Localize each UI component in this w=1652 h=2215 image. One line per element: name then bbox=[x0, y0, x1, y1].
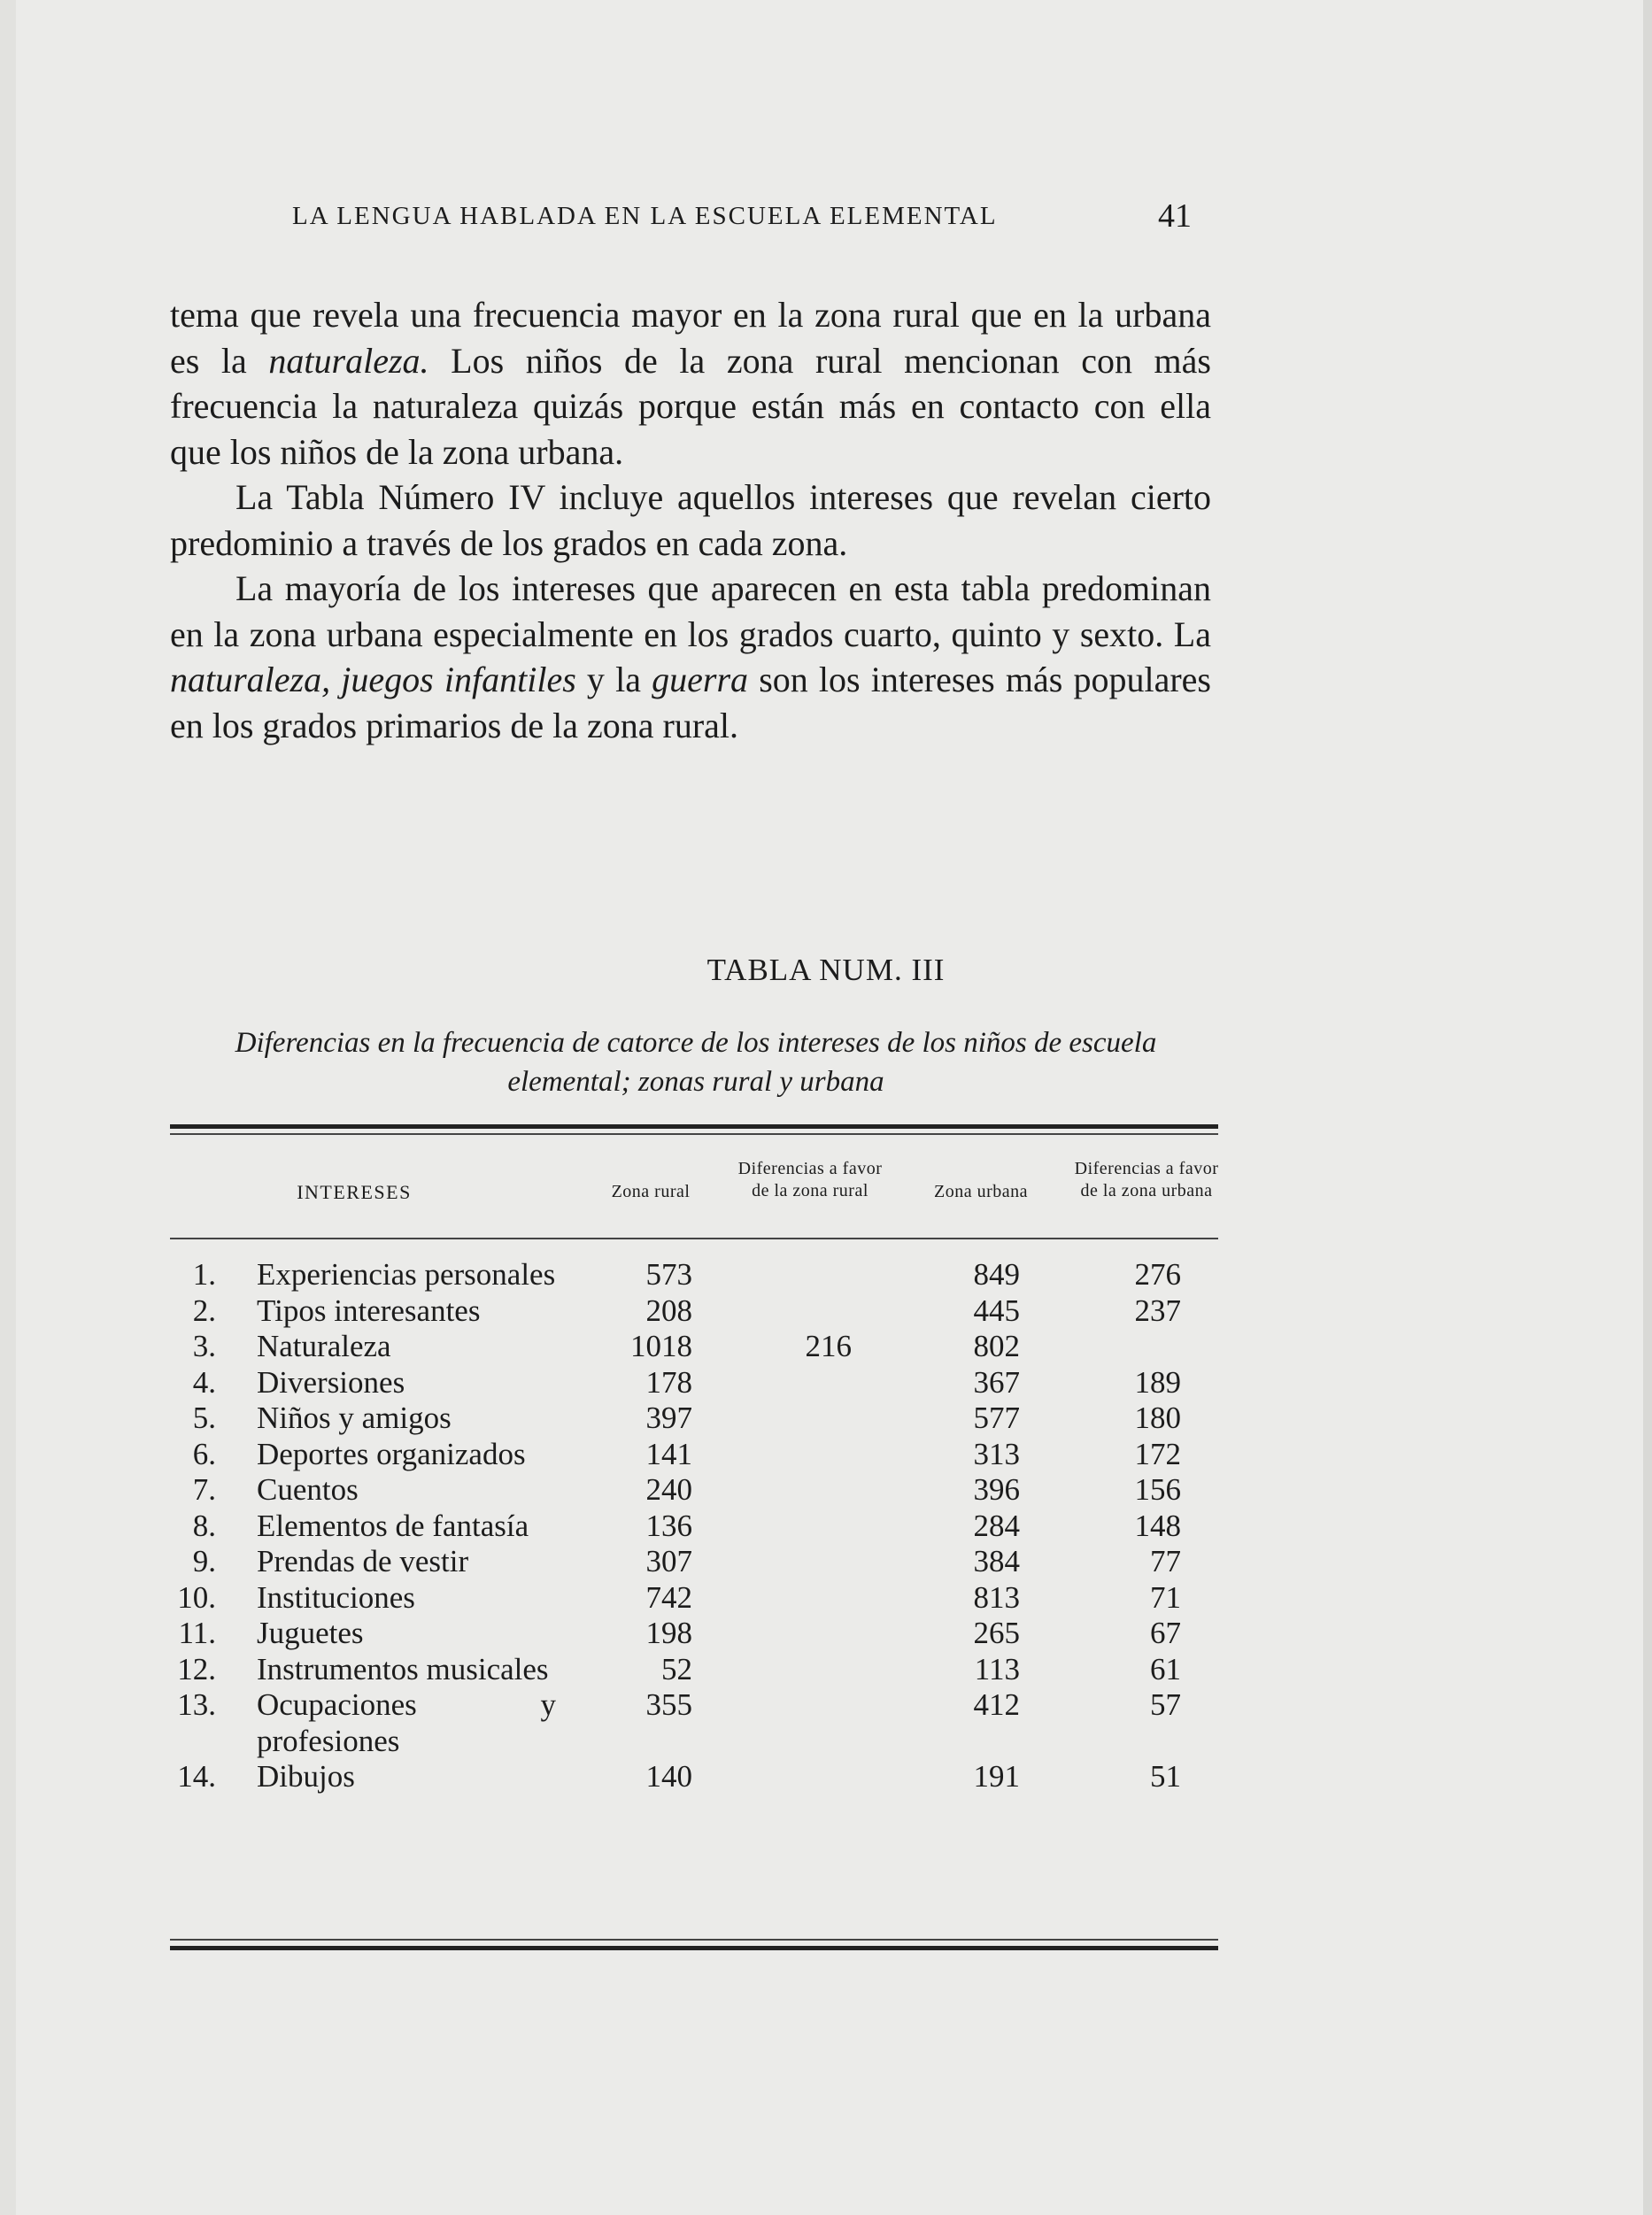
row-number: 9. bbox=[192, 1544, 216, 1578]
table-caption: Diferencias en la frecuencia de catorce de los intereses de los niños de escuela elemental; zonas rural y urbana bbox=[235, 1027, 1157, 1098]
cell-zona-urbana: 813 bbox=[973, 1579, 1020, 1615]
table-row bbox=[0, 1472, 1652, 1509]
cell-diferencia-urbana: 180 bbox=[1134, 1401, 1181, 1435]
paragraph bbox=[170, 566, 1211, 748]
cell-zona-urbana: 849 bbox=[973, 1257, 1020, 1292]
header-diferencias-rural: Diferencias a favor de la zona rural bbox=[737, 1159, 883, 1200]
header-diferencias-urbana: Diferencias a favor de la zona urbana bbox=[1074, 1159, 1219, 1200]
cell-interes: Prendas de vestir bbox=[257, 1544, 469, 1578]
row-number: 10. bbox=[177, 1579, 216, 1615]
body-text bbox=[170, 292, 1211, 748]
table-top-rule-thin bbox=[170, 1133, 1218, 1135]
cell-diferencia-urbana: 57 bbox=[1150, 1687, 1181, 1722]
text-run: tema que revela una frecuencia mayor en la zona rural que en la urbana es la bbox=[170, 295, 1211, 381]
page-number: 41 bbox=[1158, 197, 1192, 235]
cell-interes: Instituciones bbox=[257, 1579, 415, 1615]
cell-zona-rural: 397 bbox=[645, 1401, 692, 1435]
table-row bbox=[0, 1652, 1652, 1688]
cell-interes: Niños y amigos bbox=[257, 1401, 452, 1435]
table-body bbox=[0, 1257, 1652, 1795]
cell-zona-rural: 198 bbox=[645, 1616, 692, 1650]
cell-diferencia-rural: 216 bbox=[805, 1329, 852, 1363]
cell-interes: Deportes organizados bbox=[257, 1436, 526, 1471]
text-run: Los niños de la zona rural mencionan con más frecuencia la naturaleza quizás porque están más en contacto con ella que los niños de la zona urbana. bbox=[170, 340, 1211, 472]
cell-zona-urbana: 191 bbox=[973, 1759, 1020, 1794]
text-run: son los intereses más populares en los grados primarios de la zona rural. bbox=[170, 660, 1211, 745]
cell-diferencia-urbana: 172 bbox=[1134, 1436, 1181, 1471]
cell-interes: Ocupaciones y profesiones bbox=[257, 1687, 556, 1758]
row-number: 4. bbox=[192, 1364, 216, 1400]
cell-interes: Juguetes bbox=[257, 1616, 364, 1650]
italic-term: guerra bbox=[652, 660, 749, 699]
page-edge bbox=[0, 0, 16, 2215]
table-row bbox=[0, 1687, 1652, 1759]
cell-interes: Diversiones bbox=[257, 1364, 405, 1400]
table-title: TABLA NUM. III bbox=[706, 953, 946, 987]
cell-diferencia-urbana: 156 bbox=[1134, 1472, 1181, 1507]
text-run: La mayoría de los intereses que aparecen en esta tabla predominan en la zona urbana especialmente en los grados cuarto, quinto y sexto. La bbox=[170, 568, 1211, 654]
row-number: 3. bbox=[192, 1329, 216, 1363]
row-number: 11. bbox=[178, 1616, 216, 1650]
cell-zona-urbana: 412 bbox=[973, 1687, 1020, 1722]
cell-interes: Experiencias personales bbox=[257, 1257, 556, 1292]
cell-zona-urbana: 265 bbox=[973, 1616, 1020, 1650]
cell-zona-rural: 178 bbox=[645, 1364, 692, 1400]
row-number: 2. bbox=[192, 1293, 216, 1328]
row-number: 5. bbox=[192, 1401, 216, 1435]
cell-diferencia-urbana: 276 bbox=[1134, 1257, 1181, 1292]
row-number: 7. bbox=[192, 1472, 216, 1507]
cell-interes: Cuentos bbox=[257, 1472, 359, 1507]
cell-zona-rural: 52 bbox=[661, 1651, 692, 1686]
cell-zona-urbana: 313 bbox=[973, 1436, 1020, 1471]
cell-zona-urbana: 396 bbox=[973, 1472, 1020, 1507]
cell-zona-rural: 742 bbox=[645, 1579, 692, 1615]
table-header-rule bbox=[170, 1238, 1218, 1239]
cell-zona-urbana: 802 bbox=[973, 1329, 1020, 1363]
cell-zona-rural: 240 bbox=[645, 1472, 692, 1507]
cell-diferencia-urbana: 61 bbox=[1150, 1651, 1181, 1686]
table-row bbox=[0, 1759, 1652, 1795]
cell-zona-rural: 307 bbox=[645, 1544, 692, 1578]
text-run: La Tabla Número IV incluye aquellos intereses que revelan cierto predominio a través de los grados en cada zona. bbox=[170, 477, 1211, 563]
table-row bbox=[0, 1293, 1652, 1330]
cell-interes: Elementos de fantasía bbox=[257, 1508, 529, 1543]
cell-zona-rural: 136 bbox=[645, 1508, 692, 1543]
text-run: y la bbox=[575, 660, 652, 699]
cell-diferencia-urbana: 148 bbox=[1134, 1508, 1181, 1543]
cell-zona-urbana: 284 bbox=[973, 1508, 1020, 1543]
table-row bbox=[0, 1616, 1652, 1652]
cell-zona-urbana: 577 bbox=[973, 1401, 1020, 1435]
cell-diferencia-urbana: 189 bbox=[1134, 1364, 1181, 1400]
header-zona-urbana: Zona urbana bbox=[933, 1182, 1028, 1201]
row-number: 12. bbox=[177, 1651, 216, 1686]
table-row bbox=[0, 1401, 1652, 1437]
table-row bbox=[0, 1329, 1652, 1365]
cell-zona-rural: 141 bbox=[645, 1436, 692, 1471]
cell-zona-rural: 140 bbox=[645, 1759, 692, 1794]
italic-term: naturaleza, juegos infantiles bbox=[170, 660, 576, 699]
cell-interes: Naturaleza bbox=[257, 1329, 391, 1363]
running-head: LA LENGUA HABLADA EN LA ESCUELA ELEMENTAL bbox=[292, 202, 998, 230]
cell-zona-rural: 208 bbox=[645, 1293, 692, 1328]
table-top-rule bbox=[170, 1124, 1218, 1129]
table-row bbox=[0, 1257, 1652, 1293]
italic-term: naturaleza. bbox=[268, 340, 429, 381]
cell-diferencia-urbana: 51 bbox=[1150, 1759, 1181, 1794]
row-number: 6. bbox=[192, 1436, 216, 1471]
row-number: 14. bbox=[177, 1759, 216, 1794]
row-number: 1. bbox=[192, 1257, 216, 1292]
table-bottom-rule-thin bbox=[170, 1939, 1218, 1941]
cell-zona-rural: 573 bbox=[645, 1257, 692, 1292]
cell-zona-urbana: 445 bbox=[973, 1293, 1020, 1328]
cell-interes: Dibujos bbox=[257, 1759, 355, 1794]
cell-zona-urbana: 113 bbox=[974, 1651, 1020, 1686]
cell-zona-urbana: 367 bbox=[973, 1364, 1020, 1400]
paragraph bbox=[170, 292, 1211, 475]
table-row bbox=[0, 1580, 1652, 1617]
cell-diferencia-urbana: 77 bbox=[1150, 1544, 1181, 1578]
table-row bbox=[0, 1437, 1652, 1473]
table-row bbox=[0, 1365, 1652, 1401]
table-row bbox=[0, 1509, 1652, 1545]
row-number: 13. bbox=[177, 1687, 216, 1722]
header-intereses: INTERESES bbox=[297, 1181, 412, 1203]
header-zona-rural: Zona rural bbox=[611, 1182, 691, 1201]
row-number: 8. bbox=[192, 1508, 216, 1543]
table-bottom-rule bbox=[170, 1946, 1218, 1950]
cell-diferencia-urbana: 71 bbox=[1150, 1579, 1181, 1615]
cell-zona-rural: 1018 bbox=[630, 1329, 692, 1363]
table-row bbox=[0, 1544, 1652, 1580]
cell-zona-rural: 355 bbox=[645, 1687, 692, 1722]
cell-diferencia-urbana: 237 bbox=[1134, 1293, 1181, 1328]
cell-diferencia-urbana: 67 bbox=[1150, 1616, 1181, 1650]
paragraph bbox=[170, 475, 1211, 566]
cell-zona-urbana: 384 bbox=[973, 1544, 1020, 1578]
cell-interes: Tipos interesantes bbox=[257, 1293, 481, 1328]
cell-interes: Instrumentos musicales bbox=[257, 1651, 549, 1686]
